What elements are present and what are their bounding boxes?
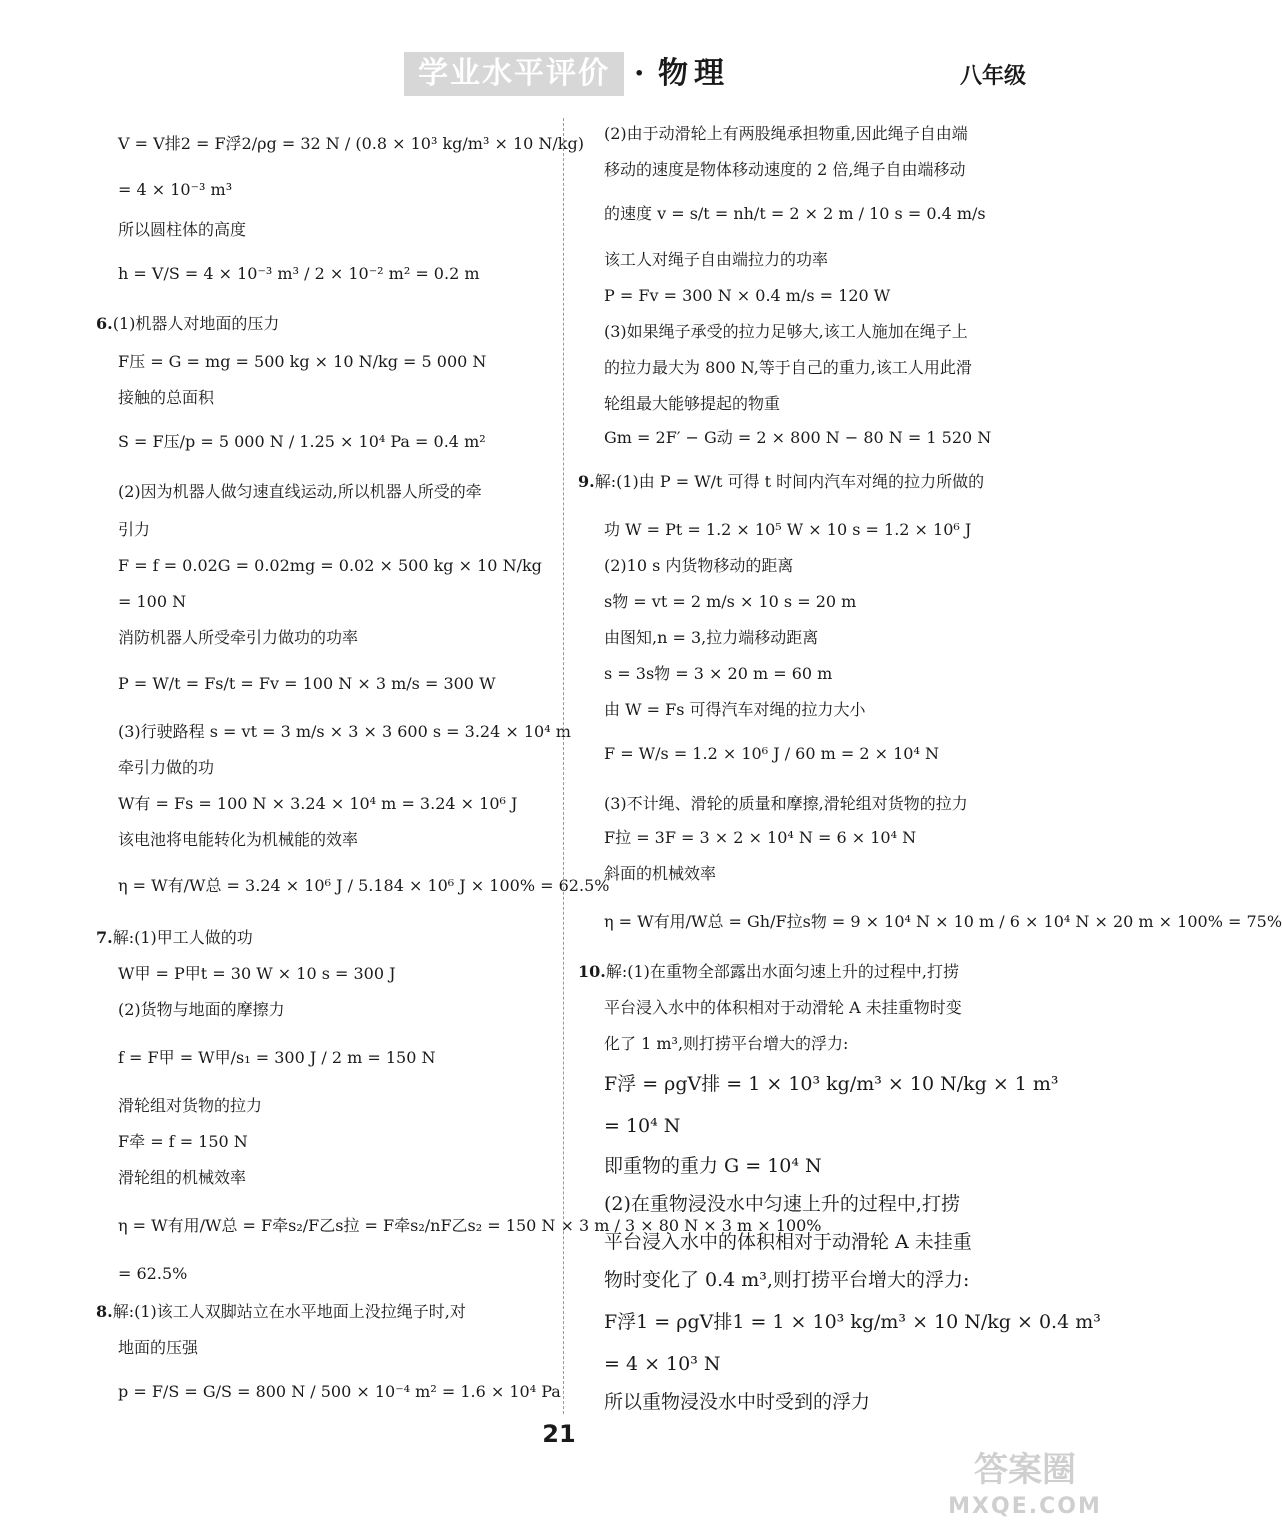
solution-line: 地面的压强: [118, 1338, 199, 1357]
watermark-url: MXQE.COM: [948, 1494, 1102, 1519]
solution-line: Gm = 2F′ − G动 = 2 × 800 N − 80 N = 1 520 N: [604, 428, 992, 447]
series-title-banner: 学业水平评价: [404, 52, 624, 96]
solution-line: p = F/S = G/S = 800 N / 500 × 10⁻⁴ m² = 1.6 × 10⁴ Pa: [118, 1382, 561, 1401]
solution-line: η = W有用/W总 = Gh/F拉s物 = 9 × 10⁴ N × 10 m / 6 × 10⁴ N × 20 m × 100% = 75%: [604, 912, 1282, 931]
solution-line: 斜面的机械效率: [604, 864, 717, 883]
question-heading: 6.(1)机器人对地面的压力: [96, 314, 280, 333]
question-heading: 10.解:(1)在重物全部露出水面匀速上升的过程中,打捞: [578, 962, 959, 981]
solution-line: F浮 = ρgV排 = 1 × 10³ kg/m³ × 10 N/kg × 1 m³: [604, 1073, 1059, 1095]
solution-line: W甲 = P甲t = 30 W × 10 s = 300 J: [118, 964, 396, 983]
question-heading: 7.解:(1)甲工人做的功: [96, 928, 253, 947]
solution-line: (3)行驶路程 s = vt = 3 m/s × 3 × 3 600 s = 3.24 × 10⁴ m: [118, 722, 571, 741]
solution-line: 化了 1 m³,则打捞平台增大的浮力:: [604, 1034, 849, 1053]
solution-line: η = W有用/W总 = F牵s₂/F乙s拉 = F牵s₂/nF乙s₂ = 150 N × 3 m / 3 × 80 N × 3 m × 100%: [118, 1216, 822, 1235]
question-number: 7.: [96, 928, 113, 947]
solution-line: = 10⁴ N: [604, 1115, 681, 1137]
solution-line: P = Fv = 300 N × 0.4 m/s = 120 W: [604, 286, 891, 305]
question-number: 8.: [96, 1302, 113, 1321]
subject-title: 物理: [658, 56, 730, 91]
solution-line: P = W/t = Fs/t = Fv = 100 N × 3 m/s = 300 W: [118, 674, 496, 693]
solution-line: 的拉力最大为 800 N,等于自己的重力,该工人用此滑: [604, 358, 972, 377]
question-heading: 9.解:(1)由 P = W/t 可得 t 时间内汽车对绳的拉力所做的: [578, 472, 985, 491]
page-number: 21: [542, 1420, 576, 1448]
solution-line: F浮1 = ρgV排1 = 1 × 10³ kg/m³ × 10 N/kg × 0.4 m³: [604, 1311, 1101, 1333]
solution-line: f = F甲 = W甲/s₁ = 300 J / 2 m = 150 N: [118, 1048, 436, 1067]
solution-line: 消防机器人所受牵引力做功的功率: [118, 628, 359, 647]
solution-line: 牵引力做的功: [118, 758, 215, 777]
solution-line: F压 = G = mg = 500 kg × 10 N/kg = 5 000 N: [118, 352, 487, 371]
grade-label: 八年级: [959, 63, 1026, 89]
solution-line: (2)10 s 内货物移动的距离: [604, 556, 794, 575]
solution-line: s物 = vt = 2 m/s × 10 s = 20 m: [604, 592, 857, 611]
solution-line: F拉 = 3F = 3 × 2 × 10⁴ N = 6 × 10⁴ N: [604, 828, 917, 847]
solution-line: = 100 N: [118, 592, 187, 611]
solution-line: 即重物的重力 G = 10⁴ N: [604, 1155, 822, 1177]
solution-line: 该电池将电能转化为机械能的效率: [118, 830, 359, 849]
solution-line: 引力: [118, 520, 151, 539]
solution-line: 平台浸入水中的体积相对于动滑轮 A 未挂重物时变: [604, 998, 962, 1017]
solution-line: 功 W = Pt = 1.2 × 10⁵ W × 10 s = 1.2 × 10⁶ J: [604, 520, 972, 539]
solution-line: 该工人对绳子自由端拉力的功率: [604, 250, 829, 269]
question-number: 10.: [578, 962, 606, 981]
solution-line: 所以圆柱体的高度: [118, 220, 247, 239]
solution-line: (2)由于动滑轮上有两股绳承担物重,因此绳子自由端: [604, 124, 968, 143]
solution-line: S = F压/p = 5 000 N / 1.25 × 10⁴ Pa = 0.4 m²: [118, 432, 486, 451]
header-separator: ·: [634, 56, 645, 91]
solution-line: 轮组最大能够提起的物重: [604, 394, 781, 413]
question-heading: 8.解:(1)该工人双脚站立在水平地面上没拉绳子时,对: [96, 1302, 466, 1321]
solution-line: = 4 × 10⁻³ m³: [118, 180, 233, 199]
solution-line: F = W/s = 1.2 × 10⁶ J / 60 m = 2 × 10⁴ N: [604, 744, 939, 763]
solution-line: h = V/S = 4 × 10⁻³ m³ / 2 × 10⁻² m² = 0.2 m: [118, 264, 480, 283]
solution-line: (2)货物与地面的摩擦力: [118, 1000, 285, 1019]
solution-line: s = 3s物 = 3 × 20 m = 60 m: [604, 664, 833, 683]
solution-line: F牵 = f = 150 N: [118, 1132, 248, 1151]
solution-line: 所以重物浸没水中时受到的浮力: [604, 1391, 871, 1413]
solution-line: = 4 × 10³ N: [604, 1353, 721, 1375]
solution-line: 平台浸入水中的体积相对于动滑轮 A 未挂重: [604, 1231, 972, 1253]
solution-line: (3)不计绳、滑轮的质量和摩擦,滑轮组对货物的拉力: [604, 794, 968, 813]
solution-line: (3)如果绳子承受的拉力足够大,该工人施加在绳子上: [604, 322, 968, 341]
solution-line: 物时变化了 0.4 m³,则打捞平台增大的浮力:: [604, 1269, 970, 1291]
solution-line: F = f = 0.02G = 0.02mg = 0.02 × 500 kg × 10 N/kg: [118, 556, 542, 575]
watermark-logo-text: 答案圈: [974, 1450, 1076, 1490]
question-number: 9.: [578, 472, 595, 491]
solution-line: η = W有/W总 = 3.24 × 10⁶ J / 5.184 × 10⁶ J × 100% = 62.5%: [118, 876, 610, 895]
solution-line: 接触的总面积: [118, 388, 215, 407]
solution-line: = 62.5%: [118, 1264, 188, 1283]
solution-line: 滑轮组的机械效率: [118, 1168, 247, 1187]
solution-line: 移动的速度是物体移动速度的 2 倍,绳子自由端移动: [604, 160, 966, 179]
site-watermark: [940, 1448, 1110, 1532]
solution-line: 由 W = Fs 可得汽车对绳的拉力大小: [604, 700, 866, 719]
solution-line: 由图知,n = 3,拉力端移动距离: [604, 628, 819, 647]
solution-line: V = V排2 = F浮2/ρg = 32 N / (0.8 × 10³ kg/m³ × 10 N/kg): [118, 134, 584, 153]
solution-line: W有 = Fs = 100 N × 3.24 × 10⁴ m = 3.24 × 10⁶ J: [118, 794, 518, 813]
solution-line: (2)在重物浸没水中匀速上升的过程中,打捞: [604, 1193, 960, 1215]
question-number: 6.: [96, 314, 113, 333]
solution-line: 滑轮组对货物的拉力: [118, 1096, 263, 1115]
column-divider: [563, 118, 564, 1414]
solution-line: (2)因为机器人做匀速直线运动,所以机器人所受的牵: [118, 482, 482, 501]
solution-line: 的速度 v = s/t = nh/t = 2 × 2 m / 10 s = 0.4 m/s: [604, 204, 986, 223]
